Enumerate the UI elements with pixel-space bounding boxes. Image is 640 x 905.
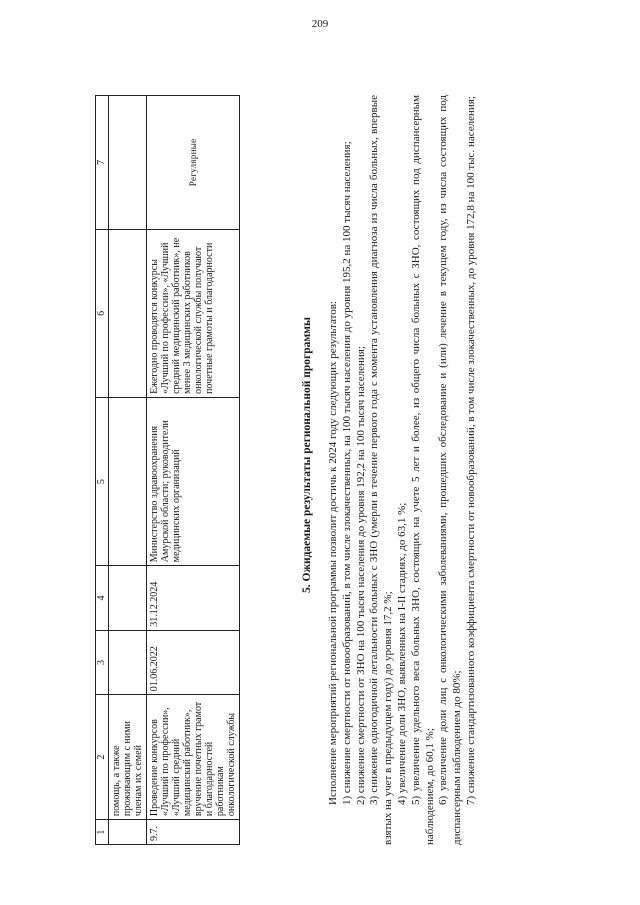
table-cell xyxy=(109,820,147,845)
table-cell xyxy=(109,630,147,694)
results-text xyxy=(327,95,479,845)
header-cell: 6 xyxy=(96,229,109,397)
header-cell: 1 xyxy=(96,820,109,845)
table-header-row xyxy=(96,96,109,845)
header-cell: 2 xyxy=(96,695,109,820)
rotated-page-content xyxy=(95,65,555,845)
paragraph: 7) снижение стандартизованного коэффициента смертности от новообразований, в том числе злокачественных, до уровня 172,8 на 100 тыс. населения; xyxy=(464,96,477,805)
status-cell: Регулярные xyxy=(147,96,240,230)
responsible-cell: Министерство здравоохранения Амурской области; руководители медицинских организаций xyxy=(147,397,240,565)
continuation-cell: помощь, а также проживающим с ними членам их семей xyxy=(109,695,147,820)
paragraph: 2) снижение смертности от ЗНО на 100 тысяч населения до уровня 192,2 на 100 тысяч населения; xyxy=(354,346,367,805)
page-number: 209 xyxy=(311,18,329,30)
paragraph: 6) увеличение доли лиц с онкологическими заболеваниями, прошедших обследование и (или) лечение в текущем году, из числа состоящих под диспансерным наблюдением до 80%; xyxy=(437,95,464,845)
paragraph: 4) увеличение доли ЗНО, выявленных на I-II стадиях, до 63,1 %; xyxy=(395,502,408,805)
header-cell: 4 xyxy=(96,566,109,630)
start-date-cell: 01.06.2022 xyxy=(147,630,240,694)
row-number: 9.7. xyxy=(147,820,240,845)
table-row xyxy=(147,96,240,845)
result-cell: Ежегодно проводятся конкурсы «Лучший по профессии», «Лучший средний медицинский работник», не менее 3 медицинских работников онкологической службы получают почетные грамоты и благодарности xyxy=(147,229,240,397)
program-table xyxy=(95,95,240,845)
event-cell: Проведение конкурсов «Лучший по профессии», «Лучший средний медицинский работник», вручение почетных грамот и благодарностей работникам онкологической службы xyxy=(147,695,240,820)
section-title: 5. Ожидаемые результаты региональной программы xyxy=(301,317,313,593)
header-cell: 3 xyxy=(96,630,109,694)
table-row xyxy=(109,96,147,845)
table-cell xyxy=(109,566,147,630)
paragraph: 3) снижение одногодичной летальности больных с ЗНО (умерли в течение первого года с момента установления диагноза из числа больных, впервые взятых на учет в предыдущем году) до уровня 17,2 %; xyxy=(368,95,395,845)
end-date-cell: 31.12.2024 xyxy=(147,566,240,630)
paragraph: 1) снижение смертности от новообразований, в том числе злокачественных, на 100 тысяч населения до уровня 195,2 на 100 тысяч населения; xyxy=(340,141,353,805)
paragraph: 5) увеличение удельного веса больных ЗНО, состоящих на учете 5 лет и более, из общего числа больных с ЗНО, состоящих под диспансерным наблюдением, до 60,1 %; xyxy=(409,95,436,845)
header-cell: 5 xyxy=(96,397,109,565)
table-cell xyxy=(109,397,147,565)
header-cell: 7 xyxy=(96,96,109,230)
table-cell xyxy=(109,229,147,397)
table-cell xyxy=(109,96,147,230)
paragraph: Исполнение мероприятий региональной программы позволит достичь к 2024 году следующих результатов: xyxy=(327,301,339,805)
